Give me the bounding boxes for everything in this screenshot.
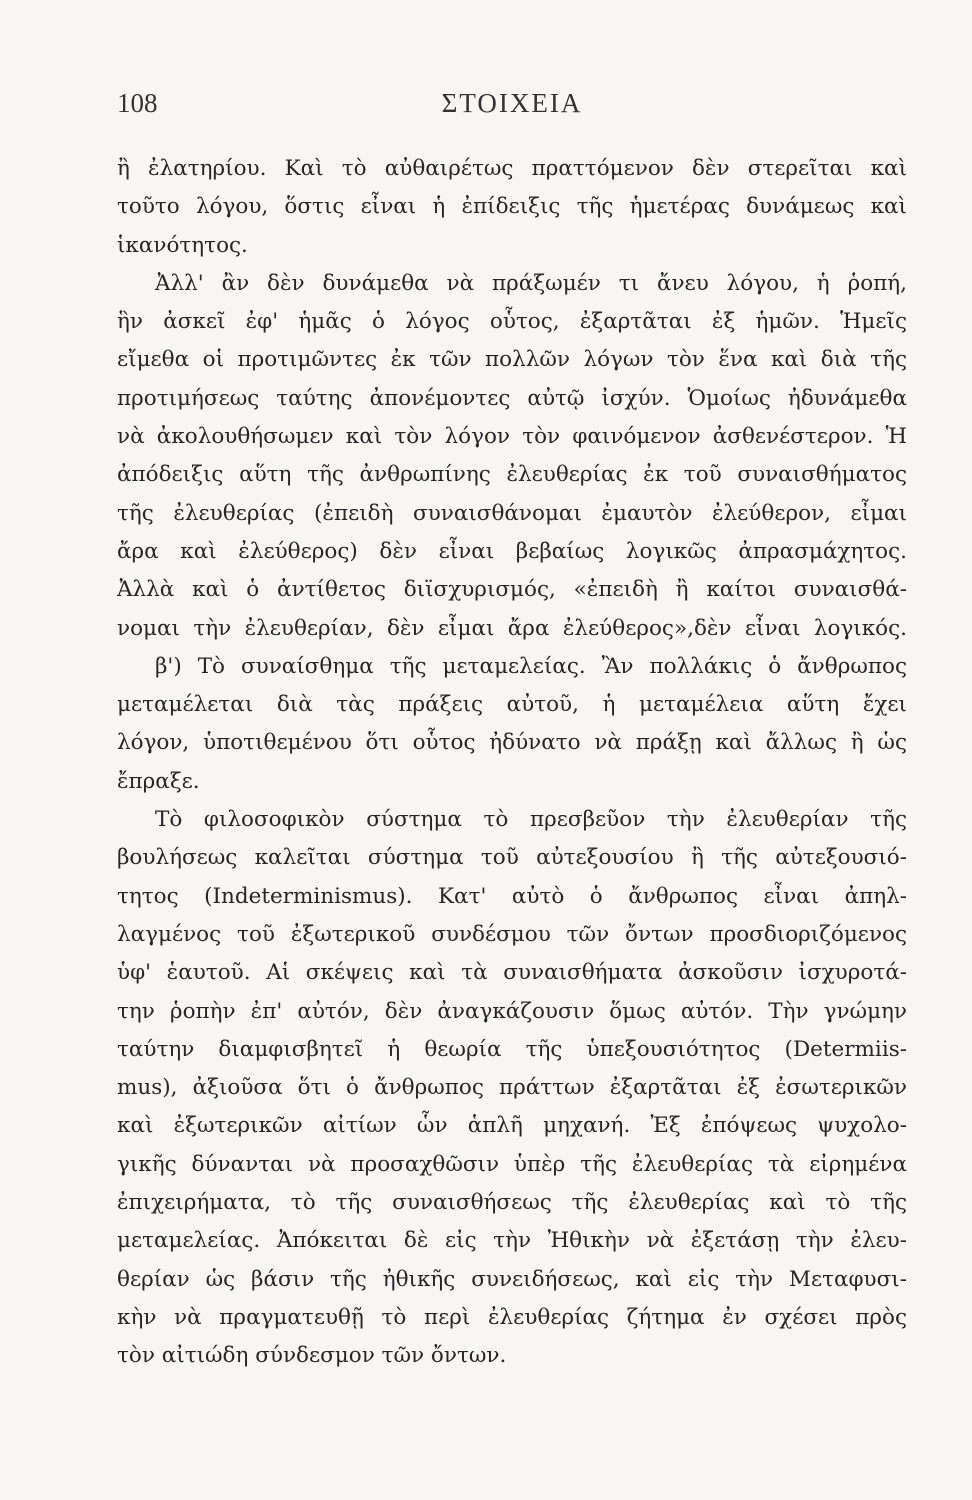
- text-line: γικῆς δύνανται νὰ προσαχθῶσιν ὑπὲρ τῆς ἐλευθερίας τὰ εἰρημένα: [117, 1151, 907, 1177]
- text-line: τοῦτο λόγου, ὅστις εἶναι ἡ ἐπίδειξις τῆς ἡμετέρας δυνάμεως καὶ: [117, 194, 907, 220]
- text-line: ἄρα καὶ ἐλεύθερος) δὲν εἶναι βεβαίως λογικῶς ἀπρασμάχητος.: [117, 538, 907, 564]
- text-line: τητος (Indeterminismus). Κατ' αὐτὸ ὁ ἄνθρωπος εἶναι ἀπηλ-: [117, 883, 907, 909]
- text-line: ἢ ἐλατηρίου. Καὶ τὸ αὐθαιρέτως πραττόμενον δὲν στερεῖται καὶ: [117, 156, 907, 181]
- text-line: ἐπιχειρήματα, τὸ τῆς συναισθήσεως τῆς ἐλευθερίας καὶ τὸ τῆς: [117, 1190, 907, 1216]
- text-line: β') Τὸ συναίσθημα τῆς μεταμελείας. Ἂν πολλάκις ὁ ἄνθρωπος: [155, 653, 907, 679]
- text-line: εἴμεθα οἱ προτιμῶντες ἐκ τῶν πολλῶν λόγων τὸν ἕνα καὶ διὰ τῆς: [117, 347, 907, 373]
- text-line: θερίαν ὡς βάσιν τῆς ἠθικῆς συνειδήσεως, καὶ εἰς τὴν Μεταφυσι-: [117, 1266, 907, 1292]
- text-line: καὶ ἐξωτερικῶν αἰτίων ὧν ἁπλῆ μηχανή. Ἐξ ἐπόψεως ψυχολο-: [117, 1113, 907, 1139]
- text-line: μεταμελείας. Ἀπόκειται δὲ εἰς τὴν Ἠθικὴν νὰ ἐξετάσῃ τὴν ἐλευ-: [117, 1228, 907, 1254]
- text-line: μεταμέλεται διὰ τὰς πράξεις αὐτοῦ, ἡ μεταμέλεια αὕτη ἔχει: [117, 692, 907, 718]
- text-line: ἱκανότητος.: [117, 232, 248, 258]
- text-line: Ἀλλ' ἂν δὲν δυνάμεθα νὰ πράξωμέν τι ἄνευ λόγου, ἡ ῥοπή,: [155, 270, 907, 296]
- text-line: νὰ ἀκολουθήσωμεν καὶ τὸν λόγον τὸν φαινόμενον ἀσθενέστερον. Ἡ: [117, 424, 907, 450]
- text-line: νομαι τὴν ἐλευθερίαν, δὲν εἶμαι ἄρα ἐλεύθερος»,δὲν εἶναι λογικός.: [117, 615, 907, 641]
- text-line: προτιμήσεως ταύτης ἀπονέμοντες αὐτῷ ἰσχύν. Ὁμοίως ἠδυνάμεθα: [117, 385, 907, 411]
- text-line: τῆς ἐλευθερίας (ἐπειδὴ συναισθάνομαι ἐμαυτὸν ἐλεύθερον, εἶμαι: [117, 500, 907, 526]
- running-title: ΣΤΟΙΧΕΙΑ: [441, 88, 583, 118]
- text-line: την ῥοπὴν ἐπ' αὐτόν, δὲν ἀναγκάζουσιν ὅμως αὐτόν. Τὴν γνώμην: [117, 998, 907, 1024]
- text-line: ὑφ' ἑαυτοῦ. Αἱ σκέψεις καὶ τὰ συναισθήματα ἀσκοῦσιν ἰσχυροτά-: [117, 960, 907, 986]
- text-line: βουλήσεως καλεῖται σύστημα τοῦ αὐτεξουσίου ἢ τῆς αὐτεξουσιό-: [117, 845, 907, 871]
- text-line: ἔπραξε.: [117, 768, 200, 794]
- text-line: κὴν νὰ πραγματευθῇ τὸ περὶ ἐλευθερίας ζήτημα ἐν σχέσει πρὸς: [117, 1304, 907, 1330]
- text-line: ταύτην διαμφισβητεῖ ἡ θεωρία τῆς ὑπεξουσιότητος (Determiis-: [117, 1036, 907, 1062]
- text-line: λόγον, ὑποτιθεμένου ὅτι οὗτος ἠδύνατο νὰ πράξῃ καὶ ἄλλως ἢ ὡς: [117, 730, 907, 756]
- page-header: [117, 88, 907, 128]
- text-line: ἣν ἀσκεῖ ἐφ' ἡμᾶς ὁ λόγος οὗτος, ἐξαρτᾶται ἐξ ἡμῶν. Ἡμεῖς: [117, 309, 907, 335]
- body-text: [117, 150, 907, 1376]
- text-line: Τὸ φιλοσοφικὸν σύστημα τὸ πρεσβεῦον τὴν ἐλευθερίαν τῆς: [155, 807, 907, 833]
- page-number: 108: [117, 88, 158, 118]
- text-line: ἀπόδειξις αὕτη τῆς ἀνθρωπίνης ἐλευθερίας ἐκ τοῦ συναισθήματος: [117, 462, 907, 488]
- text-line: τὸν αἰτιώδη σύνδεσμον τῶν ὄντων.: [117, 1343, 507, 1369]
- text-line: mus), ἀξιοῦσα ὅτι ὁ ἄνθρωπος πράττων ἐξαρτᾶται ἐξ ἐσωτερικῶν: [117, 1075, 907, 1101]
- text-line: Ἀλλὰ καὶ ὁ ἀντίθετος διϊσχυρισμός, «ἐπειδὴ ἢ καίτοι συναισθά-: [117, 577, 907, 603]
- text-line: λαγμένος τοῦ ἐξωτερικοῦ συνδέσμου τῶν ὄντων προσδιοριζόμενος: [117, 921, 907, 947]
